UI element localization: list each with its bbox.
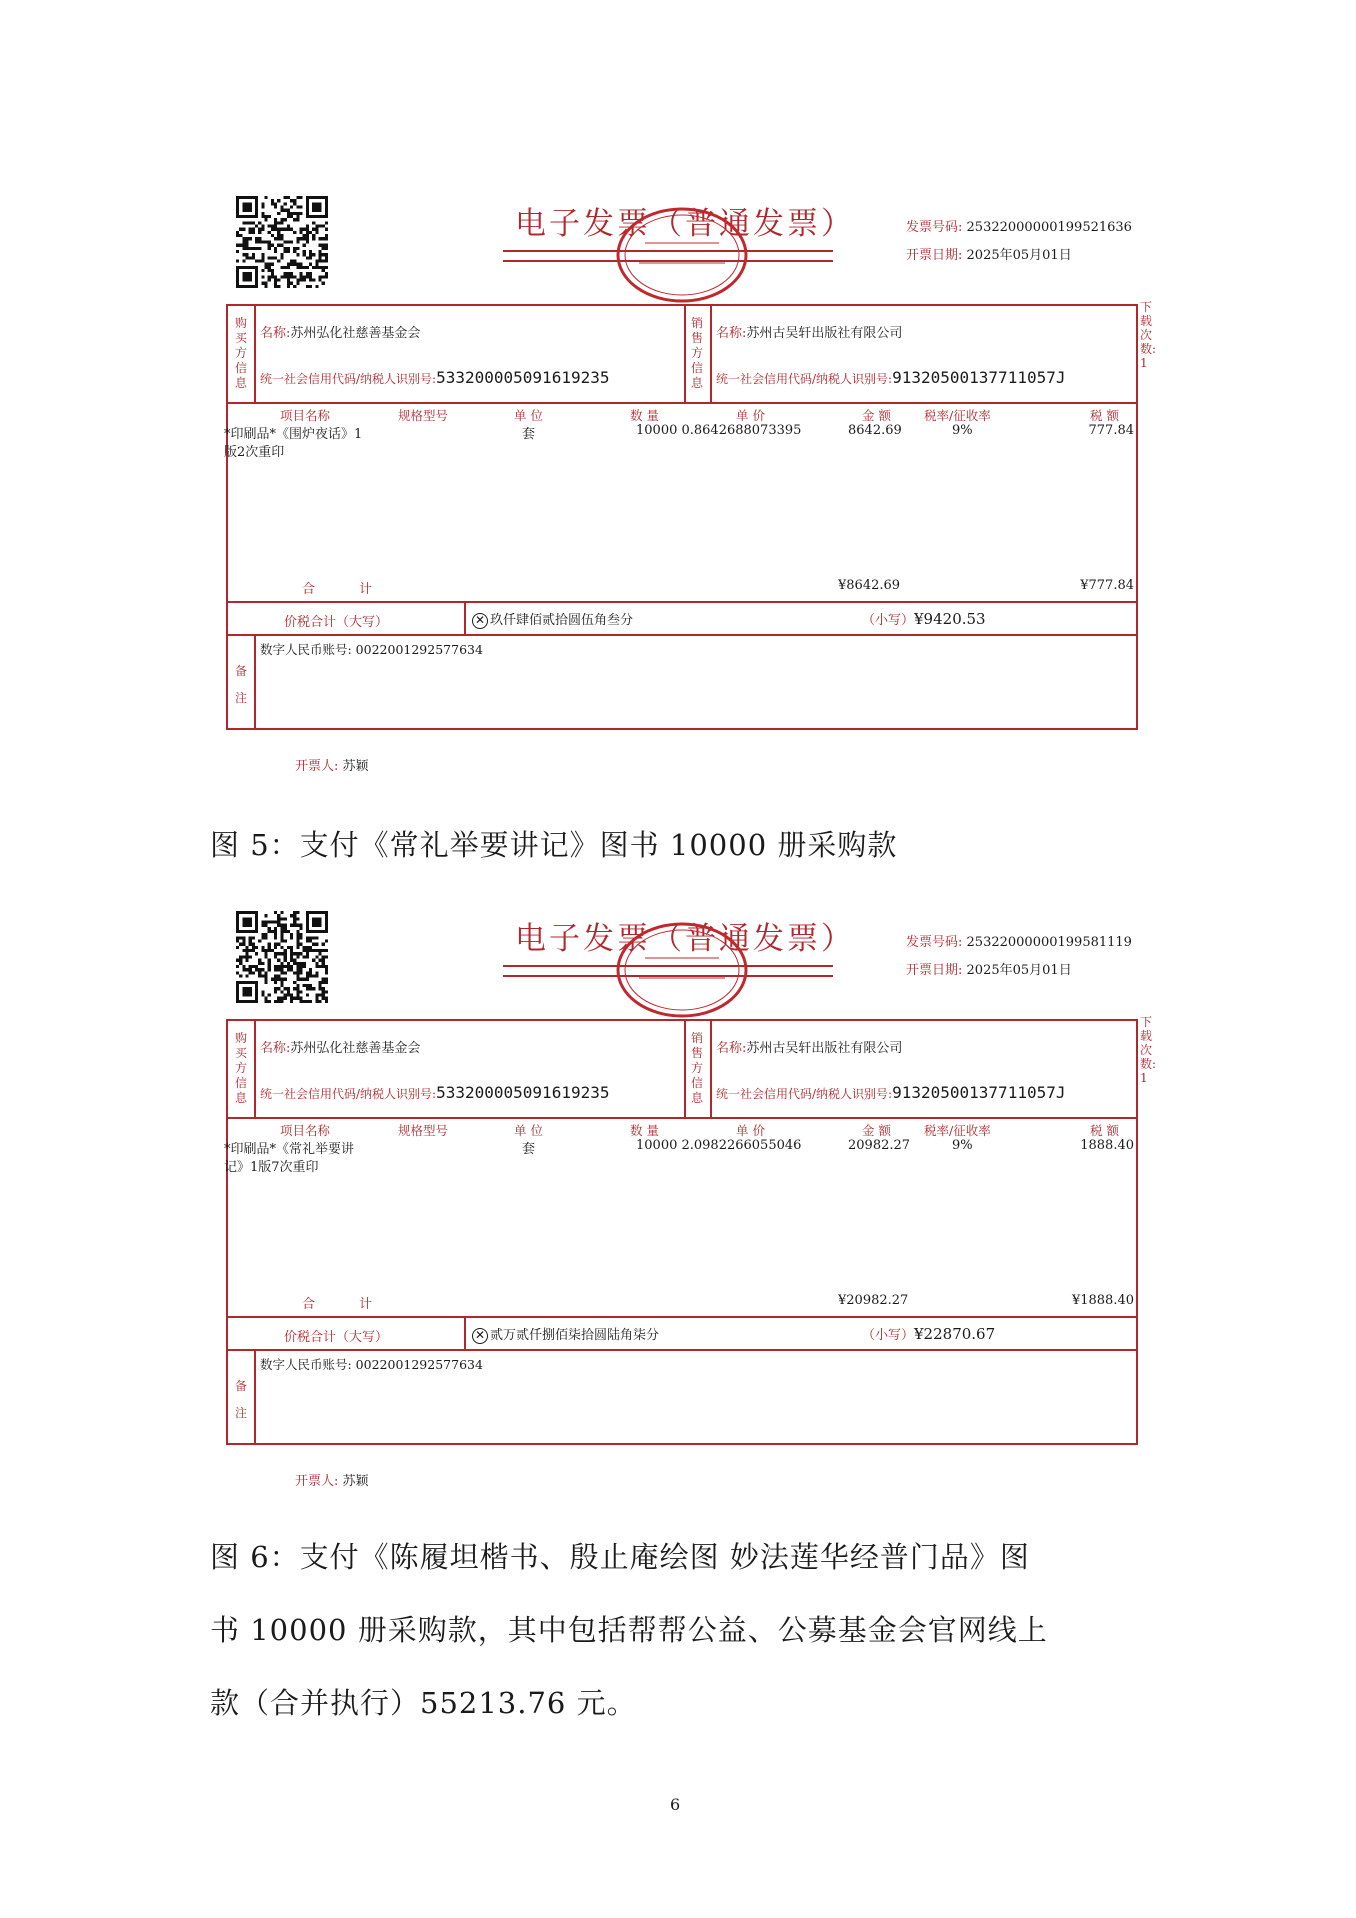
divider	[710, 1021, 712, 1117]
seller-tax-id: 统一社会信用代码/纳税人识别号:91320500137711057J	[716, 368, 1066, 387]
header-spec: 规格型号	[398, 1123, 449, 1138]
invoice-table	[226, 304, 1138, 730]
divider	[684, 306, 686, 402]
divider	[228, 1117, 1136, 1119]
grand-total-words-label: 价税合计（大写）	[284, 1330, 389, 1345]
page-number: 6	[670, 1795, 681, 1814]
total-label: 合 计	[302, 1297, 373, 1312]
seller-label: 销售方信息	[690, 1031, 703, 1105]
remark-label: 备注	[234, 664, 247, 705]
item-unit: 套	[522, 1142, 536, 1157]
buyer-name: 名称:苏州弘化社慈善基金会	[260, 1041, 421, 1056]
invoice-date: 开票日期: 2025年05月01日	[906, 248, 1072, 263]
divider	[254, 306, 256, 402]
item-name-line2: 版2次重印	[224, 445, 285, 460]
caption-fig6-line1: 图 6：支付《陈履坦楷书、殷止庵绘图 妙法莲华经普门品》图	[210, 1540, 1030, 1574]
invoice-date: 开票日期: 2025年05月01日	[906, 963, 1072, 978]
buyer-label: 购买方信息	[234, 316, 247, 390]
total-amount: ¥8642.69	[838, 578, 901, 593]
invoice-title: 电子发票（普通发票）	[515, 206, 855, 242]
invoice-number: 发票号码: 25322000000199521636	[906, 220, 1132, 235]
header-tax: 税 额	[1090, 408, 1119, 423]
buyer-label: 购买方信息	[234, 1031, 247, 1105]
item-rate: 9%	[952, 1138, 973, 1153]
item-qty-price: 10000 0.8642688073395	[636, 423, 802, 438]
cross-circle-icon: ✕	[472, 613, 488, 629]
issuer: 开票人: 苏颖	[295, 759, 369, 774]
invoice-1	[0, 190, 1356, 774]
header-unit: 单 位	[514, 408, 543, 423]
invoice-2	[0, 905, 1356, 1489]
item-name-line2: 记》1版7次重印	[224, 1160, 319, 1175]
header-price: 单 价	[736, 408, 765, 423]
header-qty: 数 量	[630, 1123, 659, 1138]
remark-label: 备注	[234, 1379, 247, 1420]
caption-fig6-line2: 书 10000 册采购款，其中包括帮帮公益、公募基金会官网线上	[210, 1613, 1048, 1647]
header-amount: 金 额	[862, 1123, 891, 1138]
total-label: 合 计	[302, 582, 373, 597]
divider	[464, 601, 466, 634]
remark-text: 数字人民币账号: 0022001292577634	[260, 642, 483, 657]
divider	[464, 1316, 466, 1349]
issuer: 开票人: 苏颖	[295, 1474, 369, 1489]
divider	[710, 306, 712, 402]
item-tax: 1888.40	[1080, 1138, 1134, 1153]
divider	[228, 1316, 1136, 1318]
total-tax: ¥777.84	[1080, 578, 1134, 593]
buyer-tax-id: 统一社会信用代码/纳税人识别号:53320000509161923​5	[260, 1083, 610, 1102]
divider	[254, 634, 256, 730]
item-amount: 8642.69	[848, 423, 902, 438]
download-count: 下载次数: 1	[1140, 1015, 1157, 1085]
invoice-number: 发票号码: 25322000000199581119	[906, 935, 1132, 950]
item-name-line1: *印刷品*《常礼举要讲	[224, 1142, 355, 1157]
item-name-line1: *印刷品*《围炉夜话》1	[224, 427, 363, 442]
header-price: 单 价	[736, 1123, 765, 1138]
caption-fig5: 图 5：支付《常礼举要讲记》图书 10000 册采购款	[210, 828, 898, 862]
header-rate: 税率/征收率	[924, 408, 991, 423]
item-qty-price: 10000 2.0982266055046	[636, 1138, 802, 1153]
caption-fig6-line3: 款（合并执行）55213.76 元。	[210, 1686, 637, 1720]
buyer-tax-id: 统一社会信用代码/纳税人识别号:53320000509161923​5	[260, 368, 610, 387]
header-item: 项目名称	[280, 1123, 331, 1138]
tax-seal-stamp	[615, 920, 750, 1020]
divider	[254, 1349, 256, 1445]
invoice-table	[226, 1019, 1138, 1445]
header-unit: 单 位	[514, 1123, 543, 1138]
item-unit: 套	[522, 427, 536, 442]
header-spec: 规格型号	[398, 408, 449, 423]
total-amount: ¥20982.27	[838, 1293, 909, 1308]
grand-total-words-label: 价税合计（大写）	[284, 615, 389, 630]
cross-circle-icon: ✕	[472, 1328, 488, 1344]
divider	[228, 402, 1136, 404]
item-rate: 9%	[952, 423, 973, 438]
divider	[254, 1021, 256, 1117]
header-amount: 金 额	[862, 408, 891, 423]
seller-name: 名称:苏州古吴轩出版社有限公司	[716, 1041, 903, 1056]
seller-tax-id: 统一社会信用代码/纳税人识别号:91320500137711057J	[716, 1083, 1066, 1102]
grand-total-small: （小写）¥9420.53	[862, 610, 986, 628]
qr-code-icon	[236, 196, 328, 288]
buyer-name: 名称:苏州弘化社慈善基金会	[260, 326, 421, 341]
grand-total-words: ✕ 玖仟肆佰贰拾圆伍角叁分	[472, 609, 633, 629]
divider	[228, 634, 1136, 636]
total-tax: ¥1888.40	[1071, 1293, 1134, 1308]
tax-seal-stamp	[615, 205, 750, 305]
item-tax: 777.84	[1088, 423, 1134, 438]
divider	[228, 601, 1136, 603]
grand-total-words: ✕ 贰万贰仟捌佰柒拾圆陆角柒分	[472, 1324, 659, 1344]
item-amount: 20982.27	[848, 1138, 911, 1153]
remark-text: 数字人民币账号: 0022001292577634	[260, 1357, 483, 1372]
header-tax: 税 额	[1090, 1123, 1119, 1138]
divider	[684, 1021, 686, 1117]
header-qty: 数 量	[630, 408, 659, 423]
seller-label: 销售方信息	[690, 316, 703, 390]
header-item: 项目名称	[280, 408, 331, 423]
invoice-title: 电子发票（普通发票）	[515, 921, 855, 957]
seller-name: 名称:苏州古吴轩出版社有限公司	[716, 326, 903, 341]
download-count: 下载次数: 1	[1140, 300, 1157, 370]
header-rate: 税率/征收率	[924, 1123, 991, 1138]
grand-total-small: （小写）¥22870.67	[862, 1325, 996, 1343]
qr-code-icon	[236, 911, 328, 1003]
divider	[228, 1349, 1136, 1351]
